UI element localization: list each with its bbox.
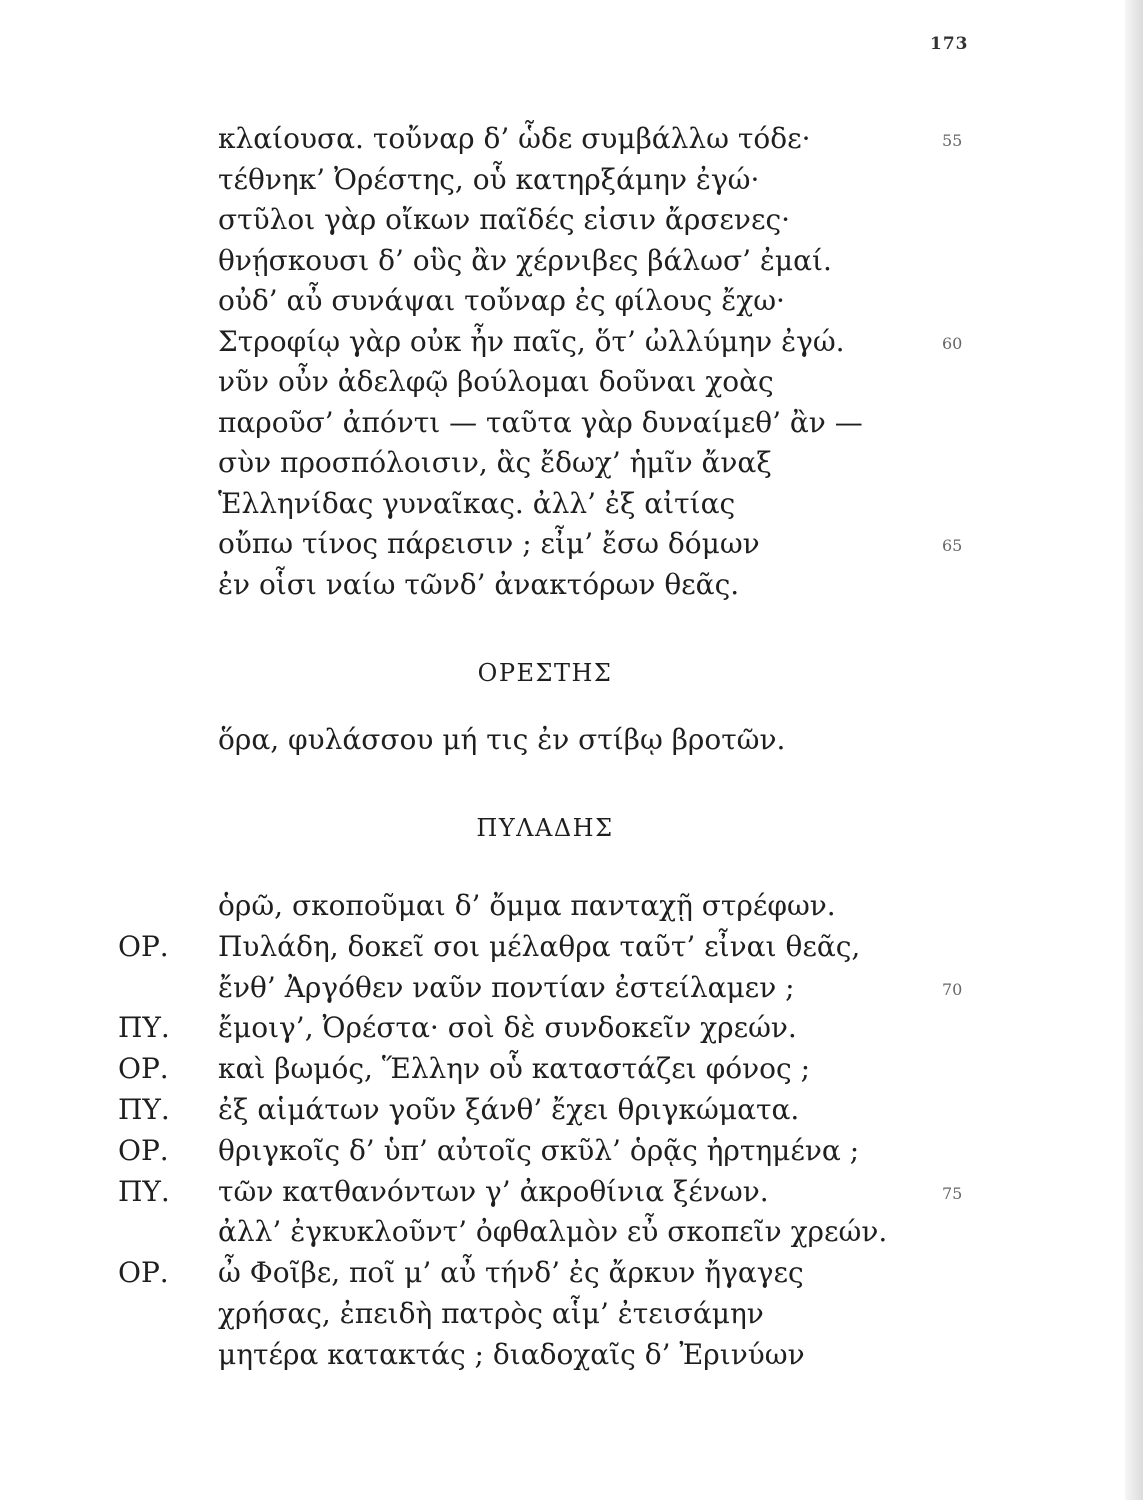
verse-line bbox=[0, 322, 1100, 363]
line-text: ἀλλ’ ἐγκυκλοῦντ’ ὀφθαλμὸν εὖ σκοπεῖν χρεών. bbox=[218, 1215, 888, 1249]
verse-line bbox=[0, 1253, 1100, 1294]
line-number: 70 bbox=[942, 979, 963, 999]
line-text: Ἑλληνίδας γυναῖκας. ἀλλ’ ἐξ αἰτίας bbox=[218, 486, 736, 520]
verse-line bbox=[0, 927, 1100, 968]
line-text: χρήσας, ἐπειδὴ πατρὸς αἷμ’ ἐτεισάμην bbox=[218, 1296, 764, 1330]
verse-line bbox=[0, 1090, 1100, 1131]
verse-line bbox=[0, 1049, 1100, 1090]
line-text: ἐξ αἱμάτων γοῦν ξάνθ’ ἔχει θριγκώματα. bbox=[218, 1092, 800, 1126]
verse-line bbox=[0, 1131, 1100, 1172]
verse-line bbox=[0, 565, 1100, 606]
line-text: ὅρα, φυλάσσου μή τις ἐν στίβῳ βροτῶν. bbox=[218, 723, 786, 756]
verse-block-1 bbox=[0, 119, 1100, 605]
verse-line bbox=[0, 200, 1100, 241]
line-text: Στροφίῳ γὰρ οὐκ ἦν παῖς, ὅτ’ ὠλλύμην ἐγώ. bbox=[218, 324, 845, 358]
verse-line bbox=[0, 119, 1100, 160]
speaker-label: ΠΥ. bbox=[118, 1174, 170, 1208]
verse-line bbox=[0, 160, 1100, 201]
line-text: θνῄσκουσι δ’ οὓς ἂν χέρνιβες βάλωσ’ ἐμαί. bbox=[218, 243, 832, 277]
line-text: οὐδ’ αὖ συνάψαι τοὔναρ ἐς φίλους ἔχω· bbox=[218, 284, 785, 317]
verse-line bbox=[0, 886, 1100, 927]
verse-line bbox=[0, 1172, 1100, 1213]
speaker-heading-pylades: ΠΥΛΑΔΗΣ bbox=[476, 814, 614, 842]
verse-line bbox=[0, 443, 1100, 484]
page-number: 173 bbox=[930, 34, 969, 54]
line-text: κλαίουσα. τοὔναρ δ’ ὧδε συμβάλλω τόδε· bbox=[218, 122, 811, 155]
speaker-label: ΠΥ. bbox=[118, 1092, 170, 1126]
verse-line bbox=[0, 241, 1100, 282]
verse-line bbox=[0, 1212, 1100, 1253]
line-text: οὔπω τίνος πάρεισιν ; εἶμ’ ἔσω δόμων bbox=[218, 527, 760, 560]
verse-line bbox=[0, 484, 1100, 525]
scan-edge bbox=[1125, 0, 1143, 1500]
line-text: μητέρα κατακτάς ; διαδοχαῖς δ’ Ἐρινύων bbox=[218, 1337, 805, 1371]
line-text: στῦλοι γὰρ οἴκων παῖδές εἰσιν ἄρσενες· bbox=[218, 203, 791, 236]
line-number: 75 bbox=[942, 1183, 963, 1203]
line-text: ἔμοιγ’, Ὀρέστα· σοὶ δὲ συνδοκεῖν χρεών. bbox=[218, 1011, 797, 1045]
verse-block-2 bbox=[0, 720, 1100, 761]
line-text: παροῦσ’ ἀπόντι — ταῦτα γὰρ δυναίμεθ’ ἂν — bbox=[218, 405, 863, 439]
line-number: 60 bbox=[942, 333, 963, 353]
speaker-label: ΟΡ. bbox=[118, 929, 169, 963]
line-text: τέθνηκ’ Ὀρέστης, οὗ κατηρξάμην ἐγώ· bbox=[218, 162, 760, 196]
line-number: 65 bbox=[942, 536, 963, 555]
line-text: ἐν οἷσι ναίω τῶνδ’ ἀνακτόρων θεᾶς. bbox=[218, 567, 740, 601]
verse-line bbox=[0, 1335, 1100, 1376]
speaker-label: ΟΡ. bbox=[118, 1052, 169, 1086]
verse-line bbox=[0, 403, 1100, 444]
verse-line bbox=[0, 1294, 1100, 1335]
line-number: 55 bbox=[942, 131, 963, 150]
verse-line bbox=[0, 281, 1100, 322]
line-text: καὶ βωμός, Ἕλλην οὗ καταστάζει φόνος ; bbox=[218, 1052, 811, 1086]
verse-line bbox=[0, 720, 1100, 761]
line-text: ὦ Φοῖβε, ποῖ μ’ αὖ τήνδ’ ἐς ἄρκυν ἤγαγες bbox=[218, 1256, 804, 1290]
verse-line bbox=[0, 968, 1100, 1009]
verse-line bbox=[0, 362, 1100, 403]
speaker-label: ΟΡ. bbox=[118, 1133, 169, 1167]
verse-block-3 bbox=[0, 886, 1100, 1376]
verse-line bbox=[0, 1008, 1100, 1049]
speaker-label: ΠΥ. bbox=[118, 1011, 170, 1045]
line-text: Πυλάδη, δοκεῖ σοι μέλαθρα ταῦτ’ εἶναι θεᾶς, bbox=[218, 929, 861, 963]
line-text: σὺν προσπόλοισιν, ἃς ἔδωχ’ ἡμῖν ἄναξ bbox=[218, 446, 772, 479]
line-text: ἔνθ’ Ἀργόθεν ναῦν ποντίαν ἐστείλαμεν ; bbox=[218, 970, 795, 1004]
line-text: θριγκοῖς δ’ ὑπ’ αὐτοῖς σκῦλ’ ὁρᾷς ἠρτημένα ; bbox=[218, 1133, 860, 1167]
verse-line bbox=[0, 524, 1100, 565]
speaker-heading-orestes: ΟΡΕΣΤΗΣ bbox=[477, 659, 613, 687]
line-text: νῦν οὖν ἀδελφῷ βούλομαι δοῦναι χοὰς bbox=[218, 365, 774, 398]
line-text: ὁρῶ, σκοποῦμαι δ’ ὄμμα πανταχῇ στρέφων. bbox=[218, 889, 836, 922]
speaker-label: ΟΡ. bbox=[118, 1256, 169, 1290]
line-text: τῶν κατθανόντων γ’ ἀκροθίνια ξένων. bbox=[218, 1174, 769, 1208]
